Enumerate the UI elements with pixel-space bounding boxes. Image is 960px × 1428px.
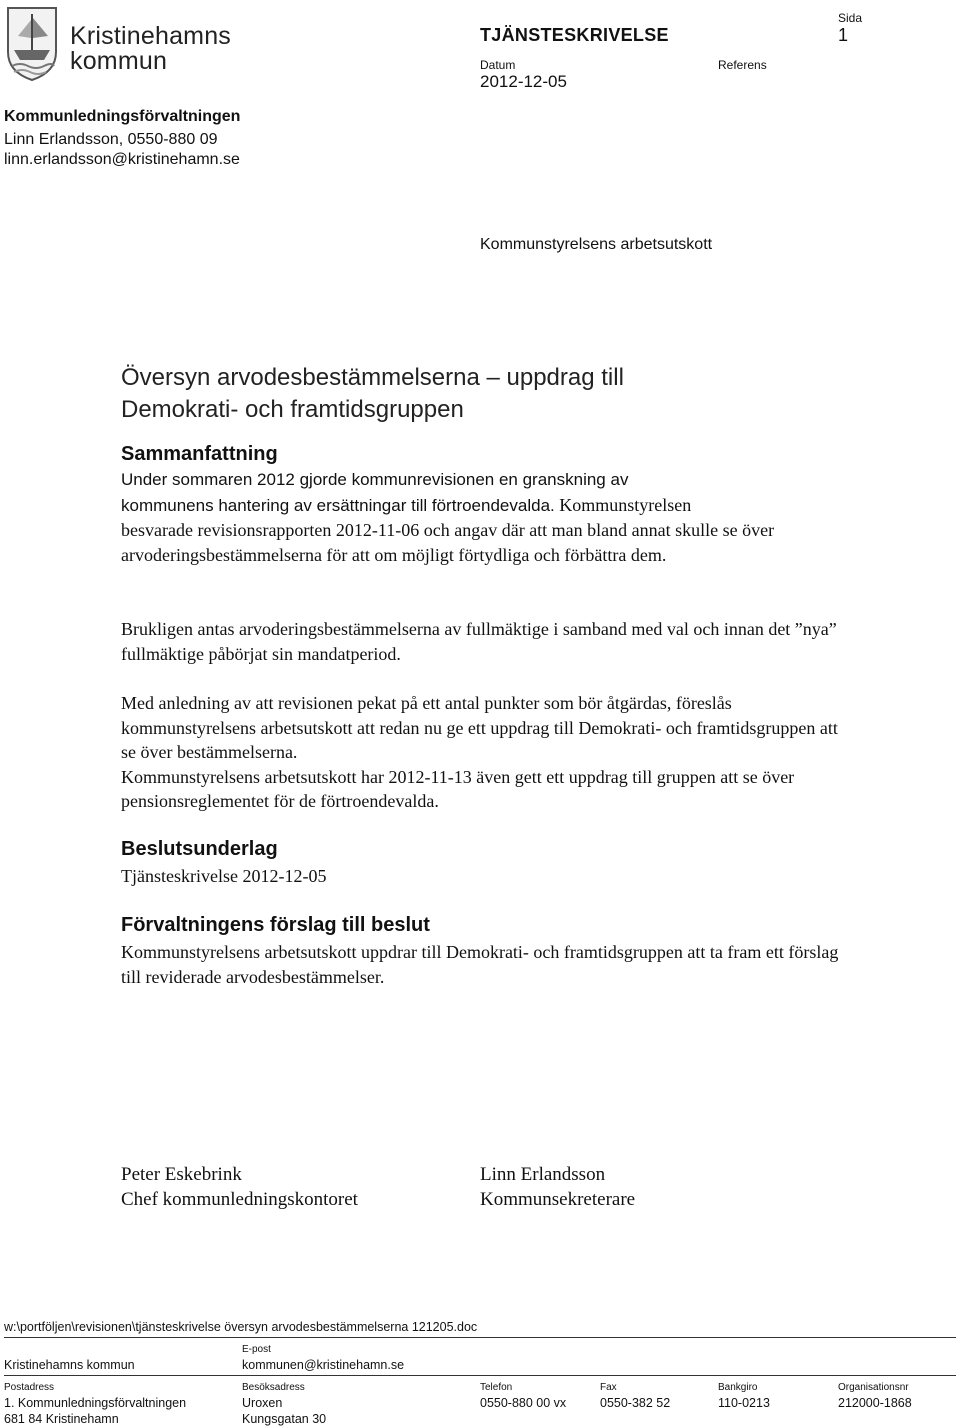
footer-orgnr: 212000-1868 [838, 1396, 912, 1410]
summary-rest: besvarade revisionsrapporten 2012-11-06 och angav där att man bland annat skulle se över arvoderingsbestämmelserna för att om möjligt förtydliga och förbättra dem. [121, 520, 775, 565]
paragraph-2-text: Brukligen antas arvoderingsbestämmelserna av fullmäktige i samband med val och innan det ”nya” fullmäktige påbörjat sin mandatperiod. [121, 619, 837, 664]
footer-email-label: E-post [242, 1344, 271, 1355]
footer-org: Kristinehamns kommun [4, 1358, 135, 1372]
footer-visit-line-2: Kungsgatan 30 [242, 1412, 327, 1426]
proposal-text [121, 940, 841, 989]
summary-heading: Sammanfattning [121, 443, 278, 465]
summary-text [121, 468, 841, 567]
logo-wordmark [70, 24, 231, 74]
document-title [121, 362, 624, 426]
title-line-2: Demokrati- och framtidsgruppen [121, 396, 464, 423]
footer-visit-line-1: Uroxen [242, 1396, 283, 1410]
paragraph-2 [121, 617, 841, 666]
footer-phone: 0550-880 00 vx [480, 1396, 567, 1410]
footer-bankgiro: 110-0213 [718, 1396, 770, 1410]
signature-left-name: Peter Eskebrink [121, 1164, 242, 1185]
footer-fax: 0550-382 52 [600, 1396, 671, 1410]
footer-visit-label: Besöksadress [242, 1382, 305, 1393]
footer-divider-bottom [4, 1375, 956, 1376]
summary-line-2-start: kommunens hantering av ersättningar till förtroendevalda. [121, 495, 555, 515]
proposal-heading: Förvaltningens förslag till beslut [121, 914, 430, 936]
proposal-text-body: Kommunstyrelsens arbetsutskott uppdrar till Demokrati- och framtidsgruppen att ta fram ett förslag till reviderade arvodesbestämmelser. [121, 942, 839, 987]
coat-of-arms-icon [6, 6, 58, 82]
footer-postal [4, 1395, 186, 1427]
contact-email: linn.erlandsson@kristinehamn.se [4, 151, 240, 168]
summary-line-1: Under sommaren 2012 gjorde kommunrevisionen en granskning av [121, 470, 629, 489]
reference-label: Referens [718, 58, 767, 72]
date-value: 2012-12-05 [480, 72, 567, 91]
footer-fax-label: Fax [600, 1382, 617, 1393]
file-path: w:\portföljen\revisionen\tjänsteskrivelse översyn arvodesbestämmelserna 121205.doc [4, 1320, 478, 1334]
signature-right-title: Kommunsekreterare [480, 1189, 636, 1210]
signature-left-title: Chef kommunledningskontoret [121, 1189, 358, 1210]
recipient: Kommunstyrelsens arbetsutskott [480, 236, 713, 253]
footer-bankgiro-label: Bankgiro [718, 1382, 758, 1393]
paragraph-3-text: Med anledning av att revisionen pekat på ett antal punkter som bör åtgärdas, föreslås kommunstyrelsens arbetsutskott att redan nu ge ett uppdrag till Demokrati- och framtidsgruppen att se över bestämmelserna. [121, 693, 838, 762]
logo-line-2: kommun [70, 47, 168, 75]
summary-line-2-end: Kommunstyrelsen [554, 494, 692, 515]
footer-email: kommunen@kristinehamn.se [242, 1358, 405, 1372]
basis-text: Tjänsteskrivelse 2012-12-05 [121, 866, 327, 886]
basis-heading: Beslutsunderlag [121, 838, 278, 860]
page-label: Sida [838, 11, 863, 25]
footer-phone-label: Telefon [480, 1382, 513, 1393]
document-type: TJÄNSTESKRIVELSE [480, 25, 669, 45]
paragraph-3 [121, 691, 841, 814]
contact-block [4, 130, 240, 170]
signature-right [480, 1162, 635, 1212]
municipality-logo [6, 6, 246, 82]
title-line-1: Översyn arvodesbestämmelserna – uppdrag till [121, 364, 624, 391]
footer-divider-top [4, 1337, 956, 1338]
logo-line-1: Kristinehamns [70, 22, 231, 50]
department-name: Kommunledningsförvaltningen [4, 108, 241, 125]
footer-postal-line-2: 681 84 Kristinehamn [4, 1412, 119, 1426]
page-number: 1 [838, 25, 849, 45]
footer-visit [242, 1395, 326, 1427]
date-label: Datum [480, 58, 516, 72]
signature-left [121, 1162, 358, 1212]
footer-postal-line-1: 1. Kommunledningsförvaltningen [4, 1396, 187, 1410]
footer-postal-label: Postadress [4, 1382, 55, 1393]
paragraph-4-text: Kommunstyrelsens arbetsutskott har 2012-11-13 även gett ett uppdrag till gruppen att se över pensionsreglementet för de förtroendevalda. [121, 766, 795, 811]
signature-right-name: Linn Erlandsson [480, 1164, 606, 1185]
footer-orgnr-label: Organisationsnr [838, 1382, 909, 1393]
contact-name-phone: Linn Erlandsson, 0550-880 09 [4, 131, 218, 148]
